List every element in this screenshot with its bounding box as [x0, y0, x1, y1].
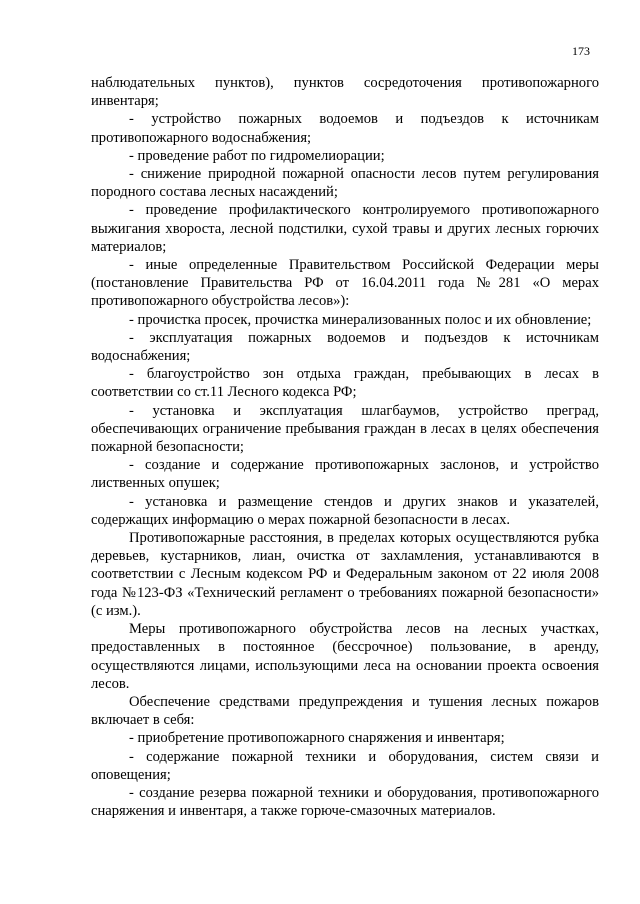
paragraph: Меры противопожарного обустройства лесов на лесных участках, предоставленных в постоянное (бессрочное) пользование, в аренду, осуществляются лицами, использующими леса на основании проекта освоения лесов. [91, 621, 599, 692]
list-item: - благоустройство зон отдыха граждан, пребывающих в лесах в соответствии со ст.11 Лесного кодекса РФ; [91, 366, 599, 401]
list-item: - приобретение противопожарного снаряжения и инвентаря; [129, 730, 505, 747]
paragraph: Противопожарные расстояния, в пределах которых осуществляются рубка деревьев, кустарников, лиан, очистка от захламления, устанавливаются в соответствии с Лесным кодексом РФ и Федеральным законом от 22 июля 2008 года №123-ФЗ «Технический регламент о требованиях пожарной безопасности» (с изм.). [91, 530, 599, 619]
list-item: - проведение работ по гидромелиорации; [129, 147, 385, 164]
list-item: - установка и эксплуатация шлагбаумов, устройство преград, обеспечивающих ограничение пребывания граждан в лесах в целях обеспечения пожарной безопасности; [91, 402, 599, 456]
list-item: - прочистка просек, прочистка минерализованных полос и их обновление; [129, 311, 592, 328]
list-item: - иные определенные Правительством Российской Федерации меры (постановление Правительства РФ от 16.04.2011 года №281 «О мерах противопожарного обустройства лесов»): [91, 257, 599, 310]
list-item: - устройство пожарных водоемов и подъездов к источникам противопожарного водоснабжения; [91, 111, 599, 146]
list-item: - создание и содержание противопожарных заслонов, и устройство лиственных опушек; [91, 457, 599, 492]
list-item: - создание резерва пожарной техники и оборудования, противопожарного снаряжения и инвентаря, а также горюче-смазочных материалов. [91, 784, 599, 820]
list-item: - снижение природной пожарной опасности лесов путем регулирования породного состава лесных насаждений; [91, 166, 599, 201]
list-item: - установка и размещение стендов и других знаков и указателей, содержащих информацию о мерах пожарной безопасности в лесах. [91, 493, 599, 528]
body-text [91, 74, 599, 820]
list-item: - эксплуатация пожарных водоемов и подъездов к источникам водоснабжения; [91, 329, 599, 365]
list-item: - проведение профилактического контролируемого противопожарного выжигания хвороста, лесной подстилки, сухой травы и других лесных горючих материалов; [91, 202, 599, 255]
paragraph: наблюдательных пунктов), пунктов сосредоточения противопожарного инвентаря; [91, 75, 599, 110]
page-number: 173 [572, 44, 590, 58]
list-item: - содержание пожарной техники и оборудования, систем связи и оповещения; [91, 748, 599, 783]
paragraph: Обеспечение средствами предупреждения и тушения лесных пожаров включает в себя: [91, 693, 599, 729]
